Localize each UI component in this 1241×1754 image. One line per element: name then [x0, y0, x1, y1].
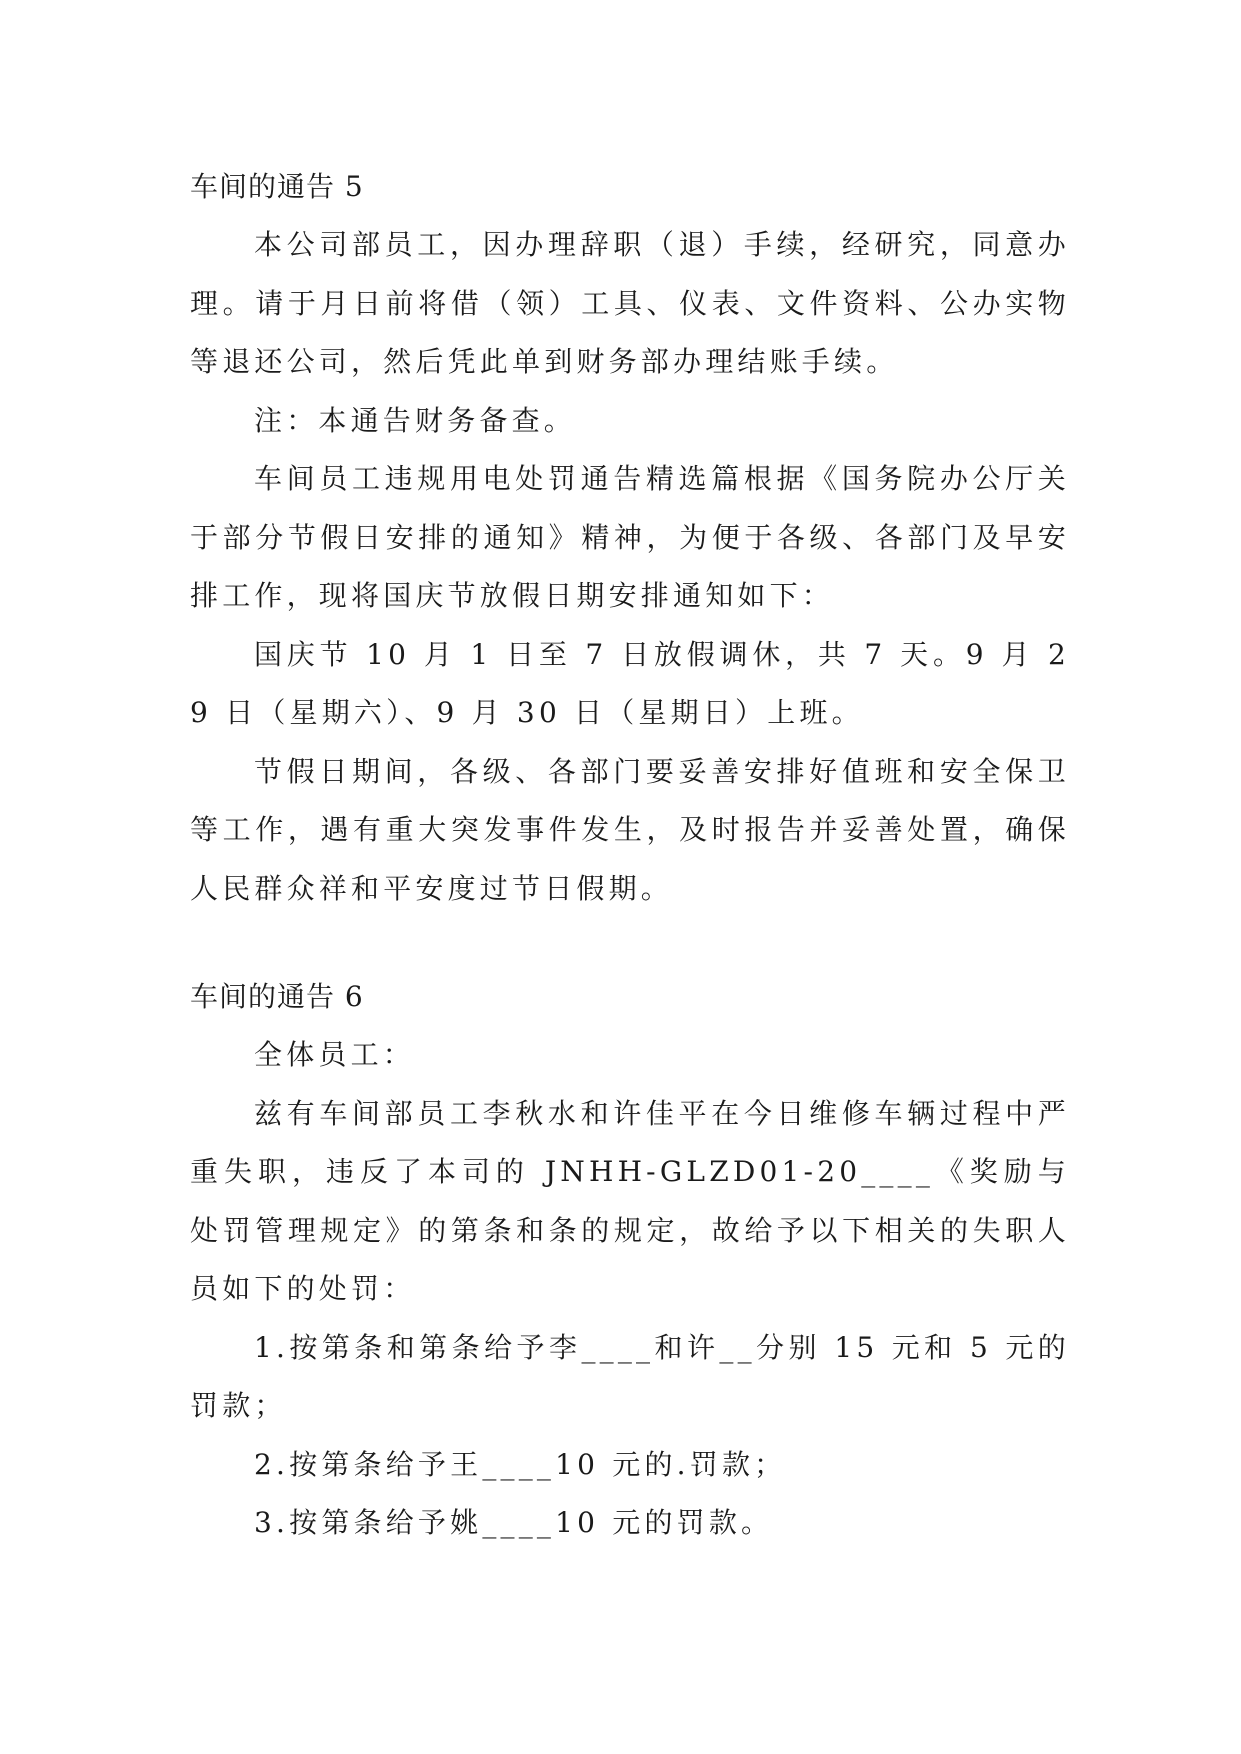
- paragraph: 注：本通告财务备查。: [254, 403, 577, 437]
- paragraph: 兹有车间部员工李秋水和许佳平在今日维修车辆过程中严重失职，违反了本司的 JNHH-GLZD01-20____《奖励与处罚管理规定》的第条和条的规定，故给予以下相关的失职人员如下的处罚：: [190, 1096, 1070, 1305]
- paragraph: 3.按第条给予姚____10 元的罚款。: [254, 1506, 774, 1539]
- paragraph: 2.按第条给予王____10 元的.罚款；: [254, 1447, 787, 1481]
- paragraph: 全体员工：: [254, 1038, 416, 1071]
- paragraph: 国庆节 10 月 1 日至 7 日放假调休，共 7 天。9 月 29 日（星期六）、9 月 30 日（星期日）上班。: [190, 637, 1070, 729]
- section-heading: 车间的通告 5: [190, 170, 364, 203]
- paragraph: 车间员工违规用电处罚通告精选篇根据《国务院办公厅关于部分节假日安排的通知》精神，为便于各级、各部门及早安排工作，现将国庆节放假日期安排通知如下：: [190, 462, 1070, 612]
- paragraph: 本公司部员工，因办理辞职（退）手续，经研究，同意办理。请于月日前将借（领）工具、仪表、文件资料、公办实物等退还公司，然后凭此单到财务部办理结账手续。: [190, 228, 1070, 378]
- notice-section-5: [190, 158, 1070, 918]
- notice-section-6: [190, 968, 1070, 1553]
- section-heading: 车间的通告 6: [190, 980, 364, 1013]
- paragraph: 节假日期间，各级、各部门要妥善安排好值班和安全保卫等工作，遇有重大突发事件发生，及时报告并妥善处置，确保人民群众祥和平安度过节日假期。: [190, 754, 1070, 905]
- paragraph: 1.按第条和第条给予李____和许__分别 15 元和 5 元的罚款；: [190, 1330, 1070, 1422]
